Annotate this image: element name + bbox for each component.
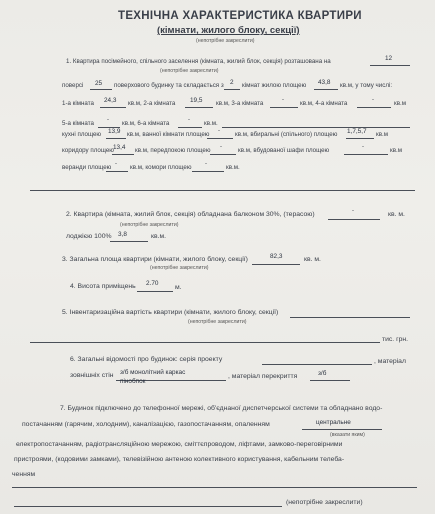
s7-line2: постачанням (гарячим, холодним), каналізацією, газопостачанням, опаленням [22, 421, 270, 428]
s2-unit: кв. м. [388, 211, 405, 218]
s4-unit: м. [175, 284, 182, 291]
loggia-unit: кв.м. [151, 233, 167, 240]
s3-note: (непотрібне закреслити) [150, 265, 209, 271]
s1-l2-b: поверхового будинку та складається з [114, 82, 224, 89]
s3-unit: кв. м. [304, 256, 321, 263]
loggia-value: 3,8 [118, 231, 127, 238]
room6-value: - [188, 117, 190, 123]
room6-label: кв.м, 6-а кімната [122, 120, 170, 127]
living-area-value: 43,8 [318, 79, 331, 86]
floor-value: 12 [385, 55, 393, 62]
page-title: ТЕХНІЧНА ХАРАКТЕРИСТИКА КВАРТИРИ [118, 10, 362, 22]
storage-value: - [205, 161, 207, 167]
s1-line1: 1. Квартира посімейного, спільного заселення (кімната, жилий блок, секція) розташована на [66, 58, 331, 65]
height-value: 2.70 [146, 280, 159, 287]
room5-value: - [107, 117, 109, 123]
s2-text: 2. Квартира (кімната, жилий блок, секція) обладнана балконом 30%, (терасою) [66, 211, 315, 218]
wc-value: 1,7,5,7 [347, 128, 367, 135]
room4-value: - [372, 97, 374, 103]
room1-value: 24,3 [104, 97, 117, 104]
walls-value: з/б монолітний каркас [120, 369, 186, 376]
heating-note: (вказати яким) [330, 432, 365, 438]
s1-l2-c: кімнат жилою площею [242, 82, 307, 89]
room5-label: 5-а кімната [62, 120, 94, 127]
room4-label: кв.м, 4-а кімната [300, 100, 348, 107]
terrace-value: - [352, 208, 354, 214]
s7-line1: 7. Будинок підключено до телефонної мережі, об'єднаної диспетчерської системи та обладнано водо- [60, 405, 383, 412]
s3-text: 3. Загальна площа квартири (кімнати, жилого блоку, секції) [62, 256, 248, 263]
walls-value-2: пінобпок [120, 378, 146, 385]
corridor-value: 13,4 [113, 144, 126, 151]
s6-material-label: , матеріал [374, 358, 406, 365]
room3-label: кв.м, 3-а кімната [216, 100, 264, 107]
s5-unit: тис. грн. [382, 336, 408, 343]
room4-unit: кв.м [394, 100, 406, 107]
s7-line4: пристроями, (кодовими замками), телевізійною антеною колективного користування, кабельним телеба- [14, 456, 345, 463]
room6-unit: кв.м. [204, 120, 218, 127]
s5-note: (непотрібне закреслити) [188, 319, 247, 325]
bath-label: кв.м, ванної кімнати площею [127, 131, 210, 138]
s1-l2-a: поверсі [62, 82, 84, 89]
s1-note: (непотрібне закреслити) [160, 68, 219, 74]
room1-label: 1-а кімната [62, 100, 94, 107]
total-floors-value: 25 [95, 80, 103, 87]
s2-note: (непотрібне закреслити) [120, 222, 179, 228]
room2-value: 19,5 [190, 97, 203, 104]
s4-text: 4. Висота приміщень [70, 283, 136, 290]
room3-value: - [282, 97, 284, 103]
s6-text: 6. Загальні відомості про будинок: серія проекту [70, 356, 223, 363]
kitchen-label: кухні площею [62, 131, 102, 138]
hall-label: кв.м, передпокою площею [135, 147, 211, 154]
wc-label: кв.м, вбиральні (спільного) площею [235, 131, 338, 138]
subtitle-note: (непотрібне закреслити) [196, 38, 255, 44]
closet-value: - [362, 144, 364, 150]
closet-label: кв.м, вбудованої шафи площею [238, 147, 330, 154]
heating-value: центральне [316, 419, 351, 426]
veranda-label: веранди площею [62, 164, 112, 171]
loggia-label: лоджією 100% [66, 233, 112, 240]
s7-line3: електропостачанням, радіотрансляційною мережою, сміттєпроводом, ліфтами, замково-переговірними [16, 441, 343, 448]
slab-label: , матеріал перекриття [228, 373, 298, 380]
bath-value: - [218, 128, 220, 134]
s7-note: (непотрібне закреслити) [286, 499, 363, 506]
s1-l2-d: кв.м, у тому числі: [340, 82, 393, 89]
storage-label: кв.м, комори площею [130, 164, 192, 171]
total-area-value: 82,3 [270, 253, 283, 260]
closet-unit: кв.м [390, 147, 402, 154]
hall-value: - [220, 144, 222, 150]
kitchen-value: 13,9 [108, 128, 121, 135]
s7-line5: ченням [12, 471, 36, 478]
page-subtitle: (кімнати, жилого блоку, секції) [157, 25, 300, 36]
corridor-label: коридору площею [62, 147, 114, 154]
s5-text: 5. Інвентаризаційна вартість квартири (кімнати, жилого блоку, секції) [62, 309, 279, 316]
veranda-value: - [115, 161, 117, 167]
storage-unit: кв.м. [226, 164, 240, 171]
wc-unit: кв.м [376, 131, 388, 138]
rooms-value: 2 [230, 79, 234, 86]
room2-label: кв.м, 2-а кімната [128, 100, 176, 107]
walls-label: зовнішніх стін [70, 372, 114, 379]
slab-value: з/б [318, 370, 327, 377]
